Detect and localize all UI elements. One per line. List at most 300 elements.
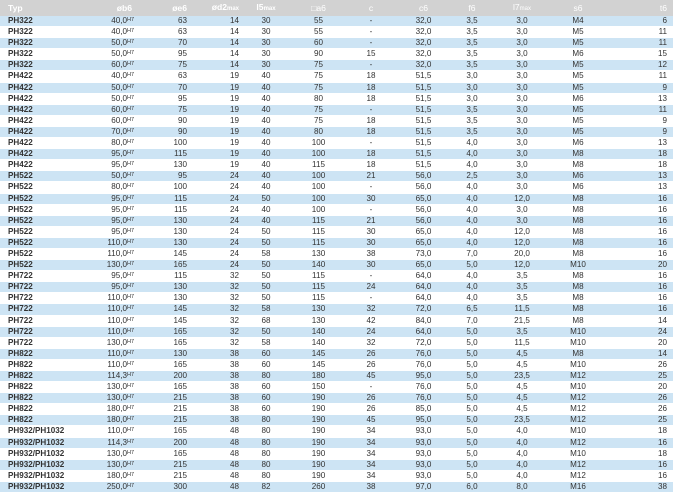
- table-row: [0, 437, 673, 448]
- cell-oe6: 130: [134, 282, 189, 293]
- cell-f6: 4,0: [451, 237, 493, 248]
- cell-l5: 40: [241, 93, 291, 104]
- cell-typ: PH522: [0, 193, 74, 204]
- cell-a6: 130: [291, 315, 346, 326]
- cell-c: 18: [346, 71, 396, 82]
- cell-od2: 19: [189, 71, 241, 82]
- cell-typ: PH932/PH1032: [0, 437, 74, 448]
- cell-ob6-tolerance: H7: [126, 482, 134, 489]
- cell-ob6: [74, 204, 134, 215]
- cell-oe6: 115: [134, 204, 189, 215]
- cell-od2: 38: [189, 415, 241, 426]
- cell-oe6: 165: [134, 382, 189, 393]
- cell-od2: 38: [189, 359, 241, 370]
- cell-ob6-tolerance: H7: [126, 383, 134, 390]
- cell-ob6-tolerance: H7: [126, 39, 134, 46]
- cell-f6: 5,0: [451, 470, 493, 481]
- cell-a6: 190: [291, 404, 346, 415]
- cell-c6: 93,0: [396, 459, 451, 470]
- cell-l7: 3,0: [493, 204, 551, 215]
- cell-oe6: 165: [134, 426, 189, 437]
- cell-c6: 76,0: [396, 348, 451, 359]
- cell-f6: 2,5: [451, 171, 493, 182]
- cell-a6: 80: [291, 93, 346, 104]
- cell-l5: 60: [241, 393, 291, 404]
- table-row: [0, 337, 673, 348]
- cell-a6: 145: [291, 359, 346, 370]
- cell-l7: 8,0: [493, 481, 551, 492]
- cell-t6: 16: [605, 293, 673, 304]
- cell-c: 30: [346, 260, 396, 271]
- cell-l5: 40: [241, 126, 291, 137]
- table-row: [0, 82, 673, 93]
- cell-oe6: 165: [134, 260, 189, 271]
- cell-c6: 85,0: [396, 404, 451, 415]
- cell-c: -: [346, 271, 396, 282]
- table-row: [0, 382, 673, 393]
- table-row: [0, 93, 673, 104]
- cell-ob6: [74, 16, 134, 27]
- cell-a6: 130: [291, 304, 346, 315]
- cell-t6: 16: [605, 304, 673, 315]
- cell-oe6: 95: [134, 93, 189, 104]
- header-od2-sub: max: [226, 6, 239, 12]
- cell-c6: 93,0: [396, 448, 451, 459]
- cell-oe6: 90: [134, 126, 189, 137]
- cell-s6: M12: [551, 393, 605, 404]
- cell-ob6-tolerance: H7: [126, 194, 134, 201]
- cell-typ: PH932/PH1032: [0, 470, 74, 481]
- cell-l5: 80: [241, 470, 291, 481]
- cell-c: 26: [346, 359, 396, 370]
- cell-ob6-tolerance: H7: [126, 327, 134, 334]
- cell-a6: 190: [291, 415, 346, 426]
- cell-a6: 115: [291, 271, 346, 282]
- cell-typ: PH722: [0, 282, 74, 293]
- cell-c: -: [346, 204, 396, 215]
- header-od2-label: ød2: [211, 2, 227, 12]
- cell-ob6-tolerance: H7: [126, 17, 134, 23]
- cell-a6: 75: [291, 115, 346, 126]
- table-row: [0, 71, 673, 82]
- cell-s6: M12: [551, 470, 605, 481]
- cell-s6: M10: [551, 448, 605, 459]
- cell-t6: 26: [605, 393, 673, 404]
- cell-s6: M8: [551, 193, 605, 204]
- cell-l7: 3,5: [493, 271, 551, 282]
- cell-l5: 50: [241, 326, 291, 337]
- cell-c6: 64,0: [396, 326, 451, 337]
- cell-s6: M6: [551, 49, 605, 60]
- table-row: [0, 404, 673, 415]
- cell-c6: 51,5: [396, 160, 451, 171]
- cell-s6: M5: [551, 27, 605, 38]
- cell-c6: 65,0: [396, 260, 451, 271]
- table-row: [0, 16, 673, 27]
- cell-oe6: 63: [134, 16, 189, 27]
- cell-ob6: [74, 426, 134, 437]
- cell-l5: 30: [241, 16, 291, 27]
- cell-ob6-value: 180,0: [106, 470, 127, 480]
- cell-od2: 19: [189, 149, 241, 160]
- cell-c: 30: [346, 193, 396, 204]
- cell-l5: 58: [241, 337, 291, 348]
- cell-ob6: [74, 27, 134, 38]
- table-row: [0, 126, 673, 137]
- cell-t6: 18: [605, 160, 673, 171]
- cell-c: 32: [346, 304, 396, 315]
- cell-od2: 24: [189, 248, 241, 259]
- cell-c6: 65,0: [396, 226, 451, 237]
- table-row: [0, 38, 673, 49]
- cell-c: 45: [346, 415, 396, 426]
- cell-c6: 32,0: [396, 27, 451, 38]
- cell-a6: 75: [291, 71, 346, 82]
- table-row: [0, 171, 673, 182]
- table-row: [0, 459, 673, 470]
- cell-typ: PH822: [0, 415, 74, 426]
- cell-l5: 40: [241, 149, 291, 160]
- cell-f6: 5,0: [451, 337, 493, 348]
- cell-t6: 16: [605, 204, 673, 215]
- cell-f6: 5,0: [451, 459, 493, 470]
- cell-oe6: 63: [134, 71, 189, 82]
- cell-od2: 48: [189, 470, 241, 481]
- cell-l5: 30: [241, 60, 291, 71]
- cell-ob6-value: 110,0: [107, 315, 127, 325]
- cell-ob6: [74, 215, 134, 226]
- cell-c: 34: [346, 448, 396, 459]
- cell-l7: 3,0: [493, 82, 551, 93]
- cell-a6: 150: [291, 382, 346, 393]
- cell-l5: 80: [241, 415, 291, 426]
- header-l5-label: l5: [256, 2, 264, 12]
- cell-ob6-tolerance: H7: [126, 427, 134, 434]
- cell-c6: 93,0: [396, 470, 451, 481]
- cell-oe6: 95: [134, 49, 189, 60]
- table-row: [0, 260, 673, 271]
- cell-c6: 51,5: [396, 104, 451, 115]
- cell-t6: 16: [605, 248, 673, 259]
- cell-od2: 24: [189, 182, 241, 193]
- table-row: [0, 359, 673, 370]
- cell-a6: 55: [291, 27, 346, 38]
- cell-f6: 5,0: [451, 393, 493, 404]
- cell-c: 15: [346, 49, 396, 60]
- cell-f6: 5,0: [451, 260, 493, 271]
- cell-l5: 30: [241, 38, 291, 49]
- cell-l7: 12,0: [493, 193, 551, 204]
- cell-s6: M5: [551, 60, 605, 71]
- cell-f6: 7,0: [451, 248, 493, 259]
- cell-t6: 11: [605, 27, 673, 38]
- cell-oe6: 115: [134, 193, 189, 204]
- cell-od2: 38: [189, 393, 241, 404]
- cell-od2: 14: [189, 49, 241, 60]
- cell-a6: 75: [291, 60, 346, 71]
- cell-c: 18: [346, 82, 396, 93]
- cell-f6: 4,0: [451, 138, 493, 149]
- cell-oe6: 63: [134, 27, 189, 38]
- cell-f6: 4,0: [451, 271, 493, 282]
- cell-t6: 16: [605, 470, 673, 481]
- cell-c: -: [346, 38, 396, 49]
- cell-od2: 24: [189, 204, 241, 215]
- cell-ob6: [74, 171, 134, 182]
- cell-f6: 4,0: [451, 182, 493, 193]
- cell-l7: 4,0: [493, 426, 551, 437]
- cell-s6: M12: [551, 371, 605, 382]
- cell-f6: 3,5: [451, 115, 493, 126]
- cell-l7: 3,0: [493, 138, 551, 149]
- cell-ob6-value: 130,0: [106, 337, 127, 347]
- cell-c6: 32,0: [396, 16, 451, 27]
- cell-oe6: 75: [134, 60, 189, 71]
- cell-a6: 145: [291, 348, 346, 359]
- cell-typ: PH722: [0, 304, 74, 315]
- cell-ob6-value: 110,0: [107, 293, 127, 303]
- cell-ob6-tolerance: H7: [126, 460, 134, 467]
- cell-ob6-value: 114,3: [107, 371, 127, 380]
- cell-c6: 84,0: [396, 315, 451, 326]
- cell-c: -: [346, 104, 396, 115]
- table-row: [0, 415, 673, 426]
- cell-c: 21: [346, 171, 396, 182]
- table-row: [0, 49, 673, 60]
- cell-oe6: 215: [134, 393, 189, 404]
- cell-ob6-tolerance: H7: [126, 394, 134, 401]
- cell-ob6-tolerance: H7: [126, 161, 134, 168]
- cell-a6: 100: [291, 149, 346, 160]
- cell-l5: 40: [241, 160, 291, 171]
- cell-f6: 3,5: [451, 38, 493, 49]
- cell-ob6-tolerance: H7: [126, 471, 134, 478]
- cell-od2: 38: [189, 371, 241, 382]
- cell-ob6-tolerance: H7: [126, 61, 134, 68]
- header-t6: t6: [605, 0, 673, 16]
- cell-c: -: [346, 27, 396, 38]
- cell-od2: 14: [189, 16, 241, 27]
- cell-l5: 50: [241, 260, 291, 271]
- cell-ob6-value: 40,0: [111, 16, 127, 25]
- cell-t6: 16: [605, 237, 673, 248]
- cell-ob6-tolerance: H7: [126, 127, 134, 134]
- cell-od2: 24: [189, 260, 241, 271]
- cell-c6: 93,0: [396, 426, 451, 437]
- cell-l7: 3,0: [493, 126, 551, 137]
- cell-t6: 16: [605, 215, 673, 226]
- cell-ob6-tolerance: H7: [126, 116, 134, 123]
- cell-c6: 93,0: [396, 437, 451, 448]
- cell-l7: 12,0: [493, 226, 551, 237]
- cell-s6: M8: [551, 304, 605, 315]
- cell-oe6: 75: [134, 104, 189, 115]
- cell-c: -: [346, 382, 396, 393]
- cell-typ: PH422: [0, 71, 74, 82]
- cell-ob6-value: 95,0: [111, 160, 127, 170]
- cell-c: 24: [346, 282, 396, 293]
- cell-s6: M8: [551, 315, 605, 326]
- cell-c6: 76,0: [396, 393, 451, 404]
- cell-s6: M8: [551, 271, 605, 282]
- table-row: [0, 226, 673, 237]
- cell-a6: 190: [291, 470, 346, 481]
- cell-s6: M8: [551, 204, 605, 215]
- cell-ob6-tolerance: H7: [126, 261, 134, 268]
- cell-s6: M8: [551, 348, 605, 359]
- cell-l7: 20,0: [493, 248, 551, 259]
- cell-od2: 24: [189, 237, 241, 248]
- cell-l5: 40: [241, 138, 291, 149]
- cell-oe6: 130: [134, 215, 189, 226]
- cell-s6: M8: [551, 293, 605, 304]
- cell-t6: 9: [605, 82, 673, 93]
- cell-typ: PH422: [0, 82, 74, 93]
- cell-ob6-value: 50,0: [111, 93, 127, 103]
- cell-t6: 16: [605, 271, 673, 282]
- cell-l5: 40: [241, 104, 291, 115]
- header-l7: [493, 0, 551, 16]
- cell-a6: 130: [291, 248, 346, 259]
- cell-ob6-value: 95,0: [111, 215, 127, 225]
- cell-ob6-value: 50,0: [111, 82, 127, 92]
- cell-f6: 6,0: [451, 481, 493, 492]
- cell-f6: 3,5: [451, 27, 493, 38]
- cell-ob6: [74, 315, 134, 326]
- cell-ob6-tolerance: H7: [126, 139, 134, 146]
- cell-t6: 15: [605, 49, 673, 60]
- cell-l7: 3,0: [493, 27, 551, 38]
- cell-typ: PH722: [0, 315, 74, 326]
- cell-od2: 24: [189, 171, 241, 182]
- cell-f6: 3,0: [451, 82, 493, 93]
- cell-ob6-value: 60,0: [111, 60, 127, 70]
- cell-oe6: 130: [134, 348, 189, 359]
- table-row: [0, 115, 673, 126]
- cell-ob6: [74, 293, 134, 304]
- cell-t6: 20: [605, 260, 673, 271]
- cell-c: -: [346, 60, 396, 71]
- cell-ob6: [74, 382, 134, 393]
- cell-ob6-tolerance: H7: [126, 205, 134, 212]
- cell-c6: 51,5: [396, 82, 451, 93]
- cell-ob6-value: 95,0: [111, 149, 127, 159]
- cell-c: 38: [346, 248, 396, 259]
- cell-l7: 3,5: [493, 293, 551, 304]
- cell-typ: PH722: [0, 337, 74, 348]
- cell-ob6-tolerance: H7: [126, 416, 134, 423]
- cell-t6: 24: [605, 326, 673, 337]
- cell-ob6: [74, 260, 134, 271]
- cell-s6: M8: [551, 149, 605, 160]
- cell-ob6: [74, 237, 134, 248]
- table-row: [0, 193, 673, 204]
- cell-c: 45: [346, 371, 396, 382]
- cell-t6: 26: [605, 404, 673, 415]
- cell-ob6: [74, 149, 134, 160]
- cell-oe6: 115: [134, 271, 189, 282]
- cell-ob6: [74, 282, 134, 293]
- cell-c: 18: [346, 93, 396, 104]
- cell-c6: 65,0: [396, 193, 451, 204]
- cell-typ: PH822: [0, 404, 74, 415]
- cell-typ: PH822: [0, 348, 74, 359]
- cell-ob6-value: 110,0: [107, 237, 127, 247]
- table-row: [0, 304, 673, 315]
- table-row: [0, 481, 673, 492]
- cell-ob6: [74, 337, 134, 348]
- cell-typ: PH322: [0, 60, 74, 71]
- cell-ob6-value: 60,0: [111, 104, 127, 114]
- cell-c6: 64,0: [396, 282, 451, 293]
- cell-ob6: [74, 82, 134, 93]
- cell-c: 34: [346, 459, 396, 470]
- cell-ob6-tolerance: H7: [126, 183, 134, 190]
- cell-a6: 140: [291, 326, 346, 337]
- cell-f6: 5,0: [451, 415, 493, 426]
- cell-od2: 19: [189, 93, 241, 104]
- cell-l5: 50: [241, 282, 291, 293]
- cell-od2: 32: [189, 271, 241, 282]
- cell-t6: 16: [605, 437, 673, 448]
- cell-ob6-tolerance: H7: [126, 360, 134, 367]
- cell-s6: M6: [551, 182, 605, 193]
- cell-s6: M6: [551, 171, 605, 182]
- cell-c6: 72,0: [396, 304, 451, 315]
- cell-t6: 9: [605, 115, 673, 126]
- cell-f6: 4,0: [451, 204, 493, 215]
- cell-t6: 13: [605, 171, 673, 182]
- cell-f6: 3,5: [451, 49, 493, 60]
- cell-typ: PH422: [0, 93, 74, 104]
- cell-l5: 60: [241, 359, 291, 370]
- table-row: [0, 282, 673, 293]
- cell-ob6: [74, 126, 134, 137]
- cell-ob6-tolerance: H7: [126, 238, 134, 245]
- cell-oe6: 145: [134, 315, 189, 326]
- cell-typ: PH422: [0, 115, 74, 126]
- cell-l5: 68: [241, 315, 291, 326]
- cell-a6: 90: [291, 49, 346, 60]
- cell-ob6-tolerance: H7: [126, 449, 134, 456]
- cell-f6: 5,0: [451, 404, 493, 415]
- cell-typ: PH822: [0, 359, 74, 370]
- cell-s6: M16: [551, 481, 605, 492]
- cell-oe6: 200: [134, 371, 189, 382]
- cell-t6: 14: [605, 348, 673, 359]
- cell-l5: 50: [241, 193, 291, 204]
- cell-ob6-tolerance: H7: [126, 305, 134, 312]
- cell-od2: 48: [189, 459, 241, 470]
- cell-typ: PH522: [0, 215, 74, 226]
- cell-a6: 55: [291, 16, 346, 27]
- cell-ob6: [74, 104, 134, 115]
- cell-t6: 11: [605, 104, 673, 115]
- cell-c6: 56,0: [396, 171, 451, 182]
- header-sq-a6: □a6: [291, 0, 346, 16]
- cell-s6: M10: [551, 337, 605, 348]
- cell-s6: M10: [551, 260, 605, 271]
- header-c6: c6: [396, 0, 451, 16]
- cell-l5: 40: [241, 215, 291, 226]
- cell-c6: 76,0: [396, 382, 451, 393]
- cell-ob6: [74, 271, 134, 282]
- cell-od2: 14: [189, 27, 241, 38]
- cell-l5: 58: [241, 248, 291, 259]
- cell-oe6: 130: [134, 226, 189, 237]
- cell-typ: PH932/PH1032: [0, 481, 74, 492]
- cell-typ: PH322: [0, 27, 74, 38]
